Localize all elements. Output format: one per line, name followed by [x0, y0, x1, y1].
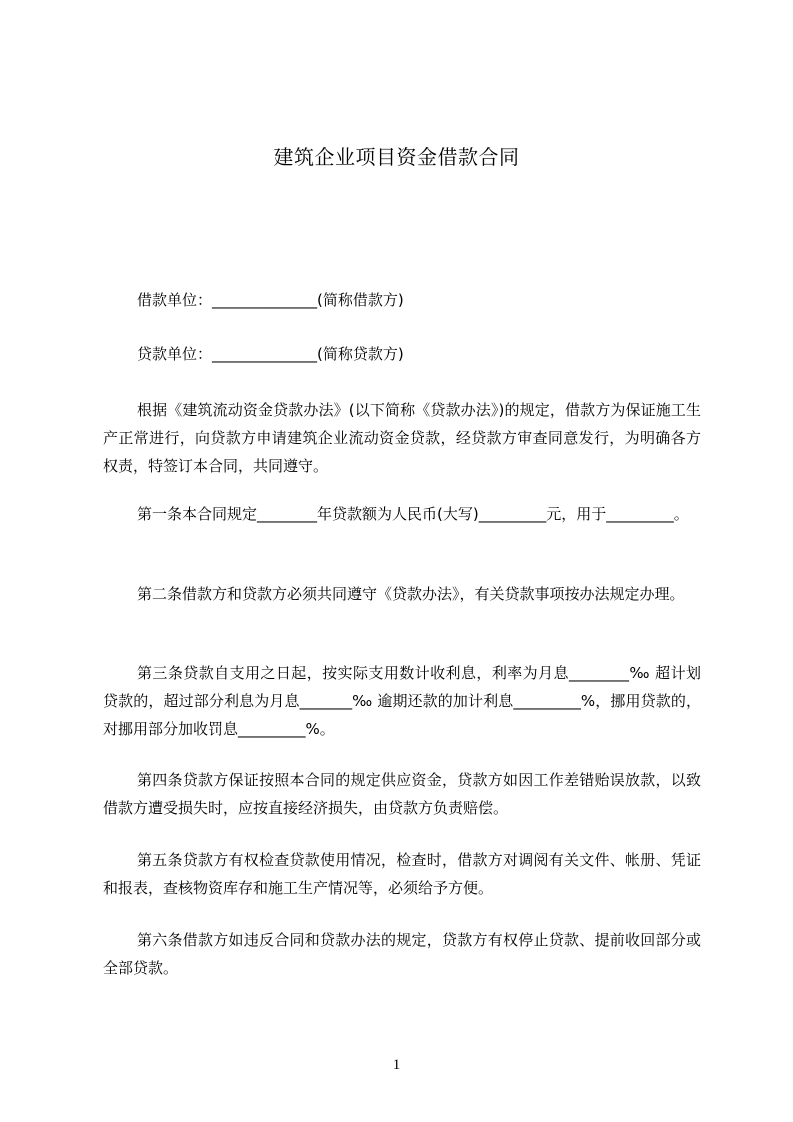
article-4: 第四条贷款方保证按照本合同的规定供应资金，贷款方如因工作差错贻误放款，以致借款方遭受损失时，应按直接经济损失，由贷款方负责赔偿。: [103, 771, 701, 817]
article-5: 第五条贷款方有权检查贷款使用情况，检查时，借款方对调阅有关文件、帐册、凭证和报表，查核物资库存和施工生产情况等，必须给予方便。: [103, 851, 701, 897]
article-3: 第三条贷款自支用之日起，按实际支用数计收利息，利率为月息________‰ 超计划贷款的，超过部分利息为月息_______‰ 逾期还款的加计利息_________%，挪用贷款的，对挪用部分加收罚息_________%。: [103, 664, 701, 738]
lender-line: 贷款单位：______________(简称贷款方): [137, 345, 404, 363]
page-number: 1: [392, 1057, 401, 1073]
article-2: 第二条借款方和贷款方必须共同遵守《贷款办法》，有关贷款事项按办法规定办理。: [137, 585, 685, 603]
article-1: 第一条本合同规定________年贷款额为人民币(大写)_________元，用于_________。: [137, 505, 689, 523]
preamble-paragraph: 根据《建筑流动资金贷款办法》(以下简称《贷款办法》)的规定，借款方为保证施工生产正常进行，向贷款方申请建筑企业流动资金贷款，经贷款方审查同意发行，为明确各方权责，特签订本合同，共同遵守。: [103, 401, 701, 475]
borrower-line: 借款单位：______________(简称借款方): [137, 291, 404, 309]
article-6: 第六条借款方如违反合同和贷款办法的规定，贷款方有权停止贷款、提前收回部分或全部贷款。: [103, 931, 701, 977]
document-title: 建筑企业项目资金借款合同: [273, 145, 520, 169]
